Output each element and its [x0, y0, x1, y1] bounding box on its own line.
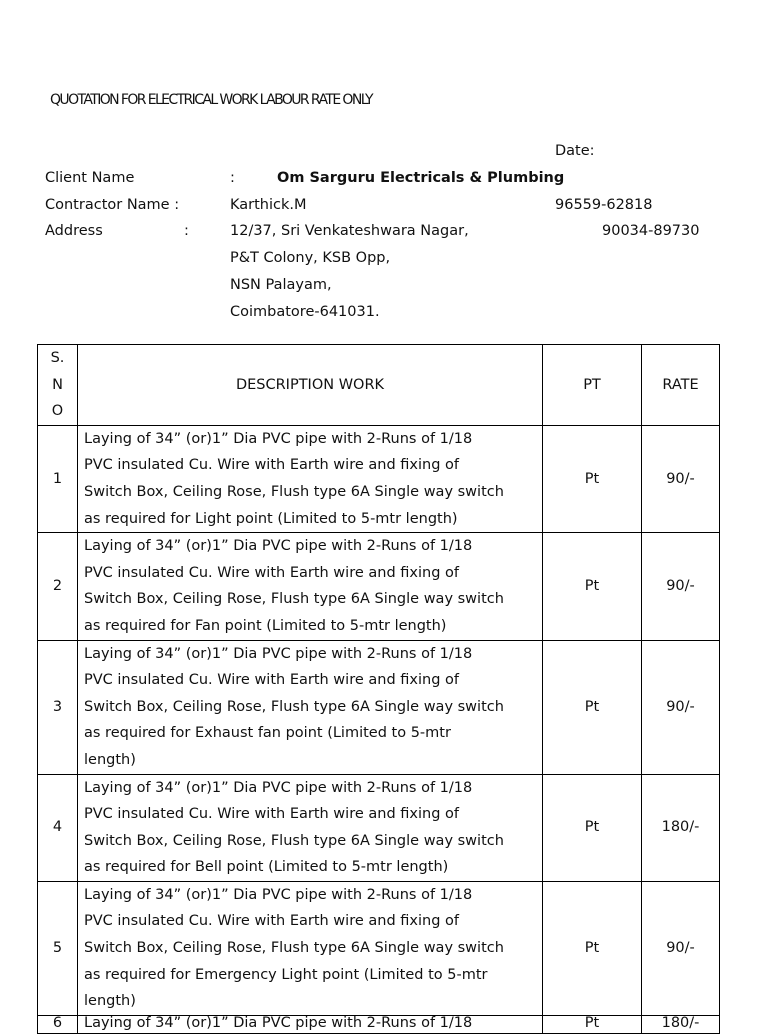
address-line-2: P&T Colony, KSB Opp, — [230, 250, 391, 266]
row-pt: Pt — [543, 881, 642, 1015]
row-description — [78, 1015, 543, 1033]
address-line-1: 12/37, Sri Venkateshwara Nagar, — [230, 223, 469, 239]
description-line: Switch Box, Ceiling Rose, Flush type 6A Single way switch — [84, 591, 504, 608]
table-row — [38, 533, 720, 640]
sno-header-line-2: N — [52, 376, 63, 393]
sno-header-line-1: S. — [50, 350, 65, 366]
date-label: Date: — [555, 143, 595, 159]
row-description — [78, 774, 543, 881]
description-line: PVC insulated Cu. Wire with Earth wire and fixing of — [84, 672, 459, 689]
table-row — [38, 1015, 720, 1033]
row-pt: Pt — [543, 640, 642, 774]
row-rate: 90/- — [642, 640, 720, 774]
row-sno: 1 — [38, 425, 78, 532]
row-sno: 6 — [38, 1015, 78, 1033]
table-header-row — [38, 345, 720, 426]
row-sno: 2 — [38, 533, 78, 640]
quotation-table — [37, 344, 720, 1034]
address-colon: : — [184, 223, 189, 239]
sno-header — [38, 345, 78, 426]
sno-header-line-3: O — [51, 403, 64, 420]
row-rate: 90/- — [642, 881, 720, 1015]
description-line: length) — [84, 993, 136, 1010]
description-line: as required for Fan point (Limited to 5-mtr length) — [84, 617, 447, 634]
table-row — [38, 425, 720, 532]
description-line: PVC insulated Cu. Wire with Earth wire and fixing of — [84, 913, 459, 930]
description-line: as required for Light point (Limited to 5-mtr length) — [84, 510, 458, 527]
rate-header: RATE — [642, 345, 720, 426]
description-header: DESCRIPTION WORK — [78, 345, 543, 426]
description-line: Switch Box, Ceiling Rose, Flush type 6A Single way switch — [84, 483, 504, 500]
description-line: Laying of 34” (or)1” Dia PVC pipe with 2-Runs of 1/18 — [84, 1015, 473, 1031]
row-description — [78, 425, 543, 532]
row-pt: Pt — [543, 1015, 642, 1033]
row-description — [78, 881, 543, 1015]
quotation-title: QUOTATION FOR ELECTRICAL WORK LABOUR RATE ONLY — [50, 92, 372, 108]
client-name-colon: : — [230, 170, 235, 186]
description-line: Switch Box, Ceiling Rose, Flush type 6A Single way switch — [84, 940, 504, 957]
row-rate: 90/- — [642, 425, 720, 532]
row-description — [78, 640, 543, 774]
row-rate: 180/- — [642, 774, 720, 881]
description-line: Switch Box, Ceiling Rose, Flush type 6A Single way switch — [84, 698, 504, 715]
row-sno: 5 — [38, 881, 78, 1015]
description-line: Laying of 34” (or)1” Dia PVC pipe with 2-Runs of 1/18 — [84, 779, 473, 796]
address-line-3: NSN Palayam, — [230, 277, 332, 293]
description-line: PVC insulated Cu. Wire with Earth wire and fixing of — [84, 806, 459, 823]
description-line: Laying of 34” (or)1” Dia PVC pipe with 2-Runs of 1/18 — [84, 430, 473, 447]
description-line: Switch Box, Ceiling Rose, Flush type 6A Single way switch — [84, 832, 504, 849]
row-pt: Pt — [543, 774, 642, 881]
description-line: as required for Bell point (Limited to 5-mtr length) — [84, 859, 449, 876]
table-row — [38, 881, 720, 1015]
client-name-value: Om Sarguru Electricals & Plumbing — [277, 170, 565, 186]
client-name-label: Client Name — [45, 170, 135, 186]
description-line: as required for Exhaust fan point (Limited to 5-mtr — [84, 725, 451, 742]
description-line: PVC insulated Cu. Wire with Earth wire and fixing of — [84, 457, 459, 474]
row-sno: 3 — [38, 640, 78, 774]
description-line: as required for Emergency Light point (Limited to 5-mtr — [84, 966, 488, 983]
table-row — [38, 774, 720, 881]
row-pt: Pt — [543, 425, 642, 532]
contractor-phone-2: 90034-89730 — [602, 223, 700, 239]
description-line: length) — [84, 751, 136, 768]
contractor-name-value: Karthick.M — [230, 197, 307, 213]
table-row — [38, 640, 720, 774]
description-line: Laying of 34” (or)1” Dia PVC pipe with 2-Runs of 1/18 — [84, 886, 473, 903]
description-line: Laying of 34” (or)1” Dia PVC pipe with 2-Runs of 1/18 — [84, 538, 473, 555]
contractor-name-label: Contractor Name : — [45, 197, 180, 213]
description-line: Laying of 34” (or)1” Dia PVC pipe with 2-Runs of 1/18 — [84, 645, 473, 662]
row-rate: 180/- — [642, 1015, 720, 1033]
pt-header: PT — [543, 345, 642, 426]
row-rate: 90/- — [642, 533, 720, 640]
description-line: PVC insulated Cu. Wire with Earth wire and fixing of — [84, 564, 459, 581]
contractor-phone-1: 96559-62818 — [555, 197, 653, 213]
address-line-4: Coimbatore-641031. — [230, 304, 380, 320]
address-label: Address — [45, 223, 103, 239]
row-sno: 4 — [38, 774, 78, 881]
row-pt: Pt — [543, 533, 642, 640]
row-description — [78, 533, 543, 640]
